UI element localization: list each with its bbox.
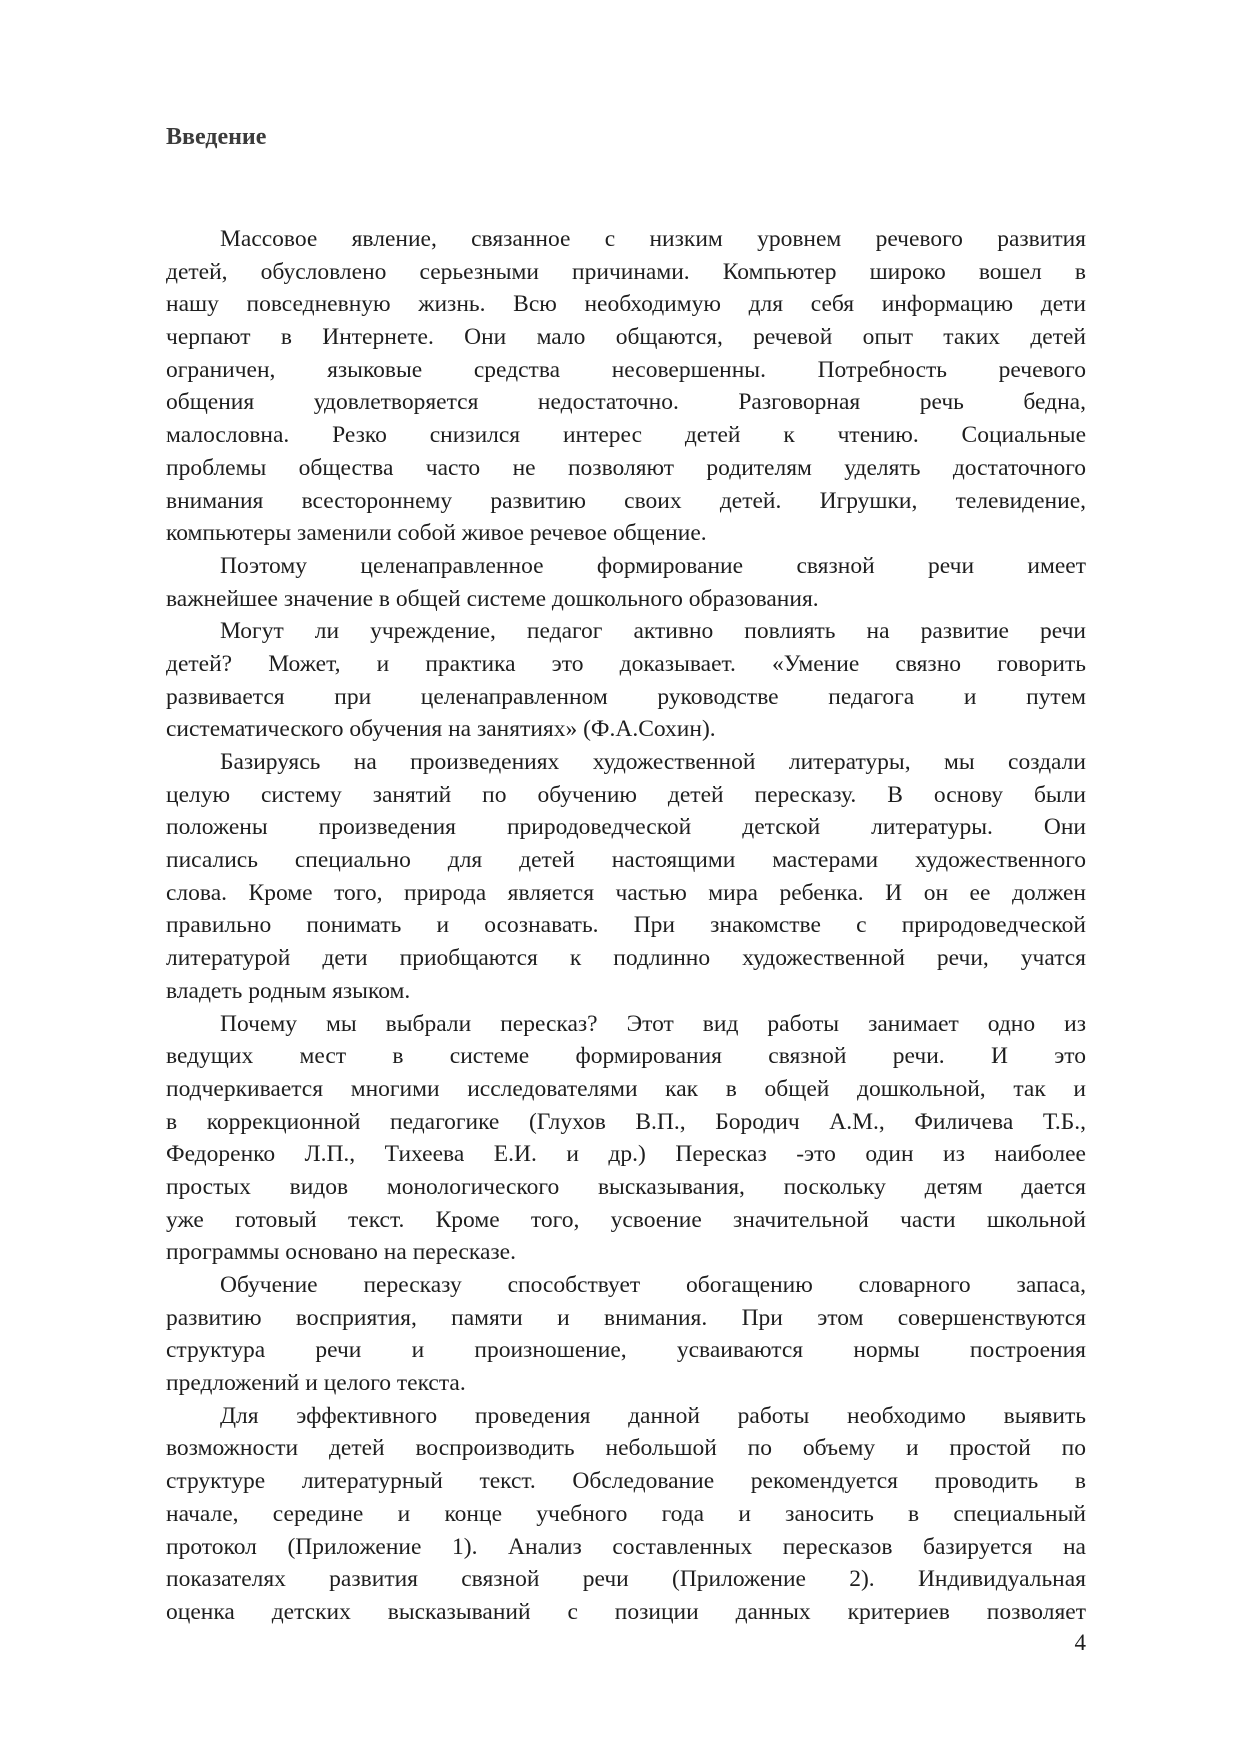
text-line: малословна. Резко снизился интерес детей к чтению. Социальные (166, 422, 1086, 449)
document-body (166, 223, 1086, 1629)
text-line: положены произведения природоведческой детской литературы. Они (166, 814, 1086, 841)
text-line: Почему мы выбрали пересказ? Этот вид работы занимает одно из (220, 1010, 1086, 1037)
paragraph (166, 1008, 1086, 1270)
text-line: литературой дети приобщаются к подлинно художественной речи, учатся (166, 945, 1086, 972)
text-line: начале, середине и конце учебного года и заносить в специальный (166, 1500, 1086, 1527)
text-line: Могут ли учреждение, педагог активно повлиять на развитие речи (220, 618, 1086, 645)
section-heading: Введение (166, 124, 267, 150)
text-line: показателях развития связной речи (Приложение 2). Индивидуальная (166, 1566, 1086, 1593)
text-line: протокол (Приложение 1). Анализ составленных пересказов базируется на (166, 1533, 1086, 1560)
text-line: Для эффективного проведения данной работы необходимо выявить (220, 1402, 1086, 1429)
paragraph (166, 1269, 1086, 1400)
text-line: слова. Кроме того, природа является частью мира ребенка. И он ее должен (166, 879, 1086, 906)
text-line: детей? Может, и практика это доказывает. «Умение связно говорить (166, 650, 1086, 677)
text-line: предложений и целого текста. (166, 1370, 466, 1397)
text-line: компьютеры заменили собой живое речевое общение. (166, 520, 707, 547)
text-line: структура речи и произношение, усваиваются нормы построения (166, 1337, 1086, 1364)
paragraph (166, 746, 1086, 1008)
text-line: важнейшее значение в общей системе дошкольного образования. (166, 585, 819, 612)
text-line: ведущих мест в системе формирования связной речи. И это (166, 1043, 1086, 1070)
text-line: систематического обучения на занятиях» (Ф.А.Сохин). (166, 716, 716, 743)
page-number: 4 (1074, 1630, 1086, 1655)
paragraph (166, 615, 1086, 746)
text-line: черпают в Интернете. Они мало общаются, речевой опыт таких детей (166, 324, 1086, 351)
text-line: развивается при целенаправленном руководстве педагога и путем (166, 683, 1086, 710)
paragraph (166, 550, 1086, 615)
text-line: внимания всестороннему развитию своих детей. Игрушки, телевидение, (166, 487, 1086, 514)
text-line: писались специально для детей настоящими мастерами художественного (166, 847, 1086, 874)
text-line: в коррекционной педагогике (Глухов В.П., Бородич А.М., Филичева Т.Б., (166, 1108, 1086, 1135)
text-line: общения удовлетворяется недостаточно. Разговорная речь бедна, (166, 389, 1086, 416)
text-line: владеть родным языком. (166, 977, 411, 1004)
text-line: нашу повседневную жизнь. Всю необходимую для себя информацию дети (166, 291, 1086, 318)
paragraph (166, 223, 1086, 550)
text-line: правильно понимать и осознавать. При знакомстве с природоведческой (166, 912, 1086, 939)
paragraph (166, 1400, 1086, 1629)
text-line: оценка детских высказываний с позиции данных критериев позволяет (166, 1598, 1086, 1625)
text-line: проблемы общества часто не позволяют родителям уделять достаточного (166, 454, 1086, 481)
text-line: ограничен, языковые средства несовершенны. Потребность речевого (166, 356, 1086, 383)
text-line: развитию восприятия, памяти и внимания. При этом совершенствуются (166, 1304, 1086, 1331)
text-line: уже готовый текст. Кроме того, усвоение значительной части школьной (166, 1206, 1086, 1233)
text-line: Поэтому целенаправленное формирование связной речи имеет (220, 552, 1086, 579)
text-line: Федоренко Л.П., Тихеева Е.И. и др.) Пересказ -это один из наиболее (166, 1141, 1086, 1168)
text-line: структуре литературный текст. Обследование рекомендуется проводить в (166, 1468, 1086, 1495)
text-line: Базируясь на произведениях художественной литературы, мы создали (220, 749, 1086, 775)
text-line: Обучение пересказу способствует обогащению словарного запаса, (220, 1272, 1086, 1298)
text-line: программы основано на пересказе. (166, 1239, 516, 1266)
text-line: детей, обусловлено серьезными причинами. Компьютер широко вошел в (166, 258, 1086, 285)
text-line: подчеркивается многими исследователями как в общей дошкольной, так и (166, 1075, 1086, 1102)
text-line: Массовое явление, связанное с низким уровнем речевого развития (220, 226, 1086, 252)
text-line: возможности детей воспроизводить небольшой по объему и простой по (166, 1435, 1086, 1462)
text-line: простых видов монологического высказывания, поскольку детям дается (166, 1173, 1086, 1200)
text-line: целую систему занятий по обучению детей пересказу. В основу были (166, 781, 1086, 808)
